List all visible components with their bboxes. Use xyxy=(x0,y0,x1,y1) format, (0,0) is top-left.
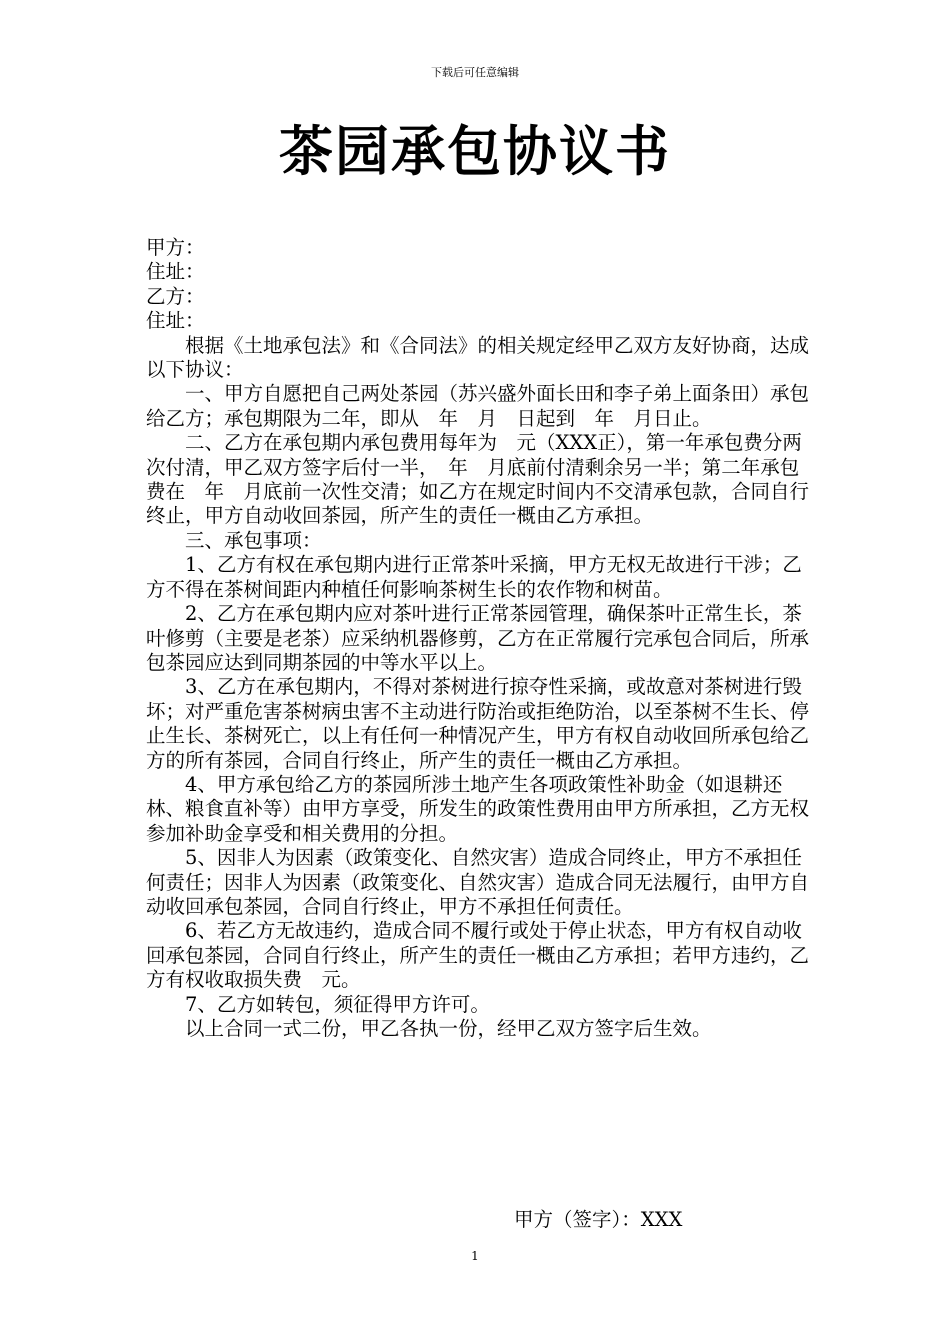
item-4-paragraph: 4、甲方承包给乙方的茶园所涉土地产生各项政策性补助金（如退耕还林、粮食直补等）由甲方享受，所发生的政策性费用由甲方所承担，乙方无权参加补助金享受和相关费用的分担。 xyxy=(146,772,810,845)
address-a-line: 住址： xyxy=(146,260,205,284)
preamble-paragraph: 根据《土地承包法》和《合同法》的相关规定经甲乙双方友好协商，达成以下协议： xyxy=(146,333,810,382)
party-a-line: 甲方： xyxy=(146,236,205,259)
header-note: 下载后可任意编辑 xyxy=(431,66,519,79)
document-body xyxy=(146,236,814,1041)
clause-3-heading: 三、承包事项： xyxy=(185,528,322,552)
item-3-paragraph: 3、乙方在承包期内，不得对茶树进行掠夺性采摘，或故意对茶树进行毁坏；对严重危害茶树病虫害不主动进行防治或拒绝防治，以至茶树不生长、停止生长、茶树死亡，以上有任何一种情况产生，甲方有权自动收回所承包给乙方的所有茶园，合同自行终止，所产生的责任一概由乙方承担。 xyxy=(146,675,810,772)
clause-2-paragraph: 二、乙方在承包期内承包费用每年为 元（XXX正），第一年承包费分两次付清，甲乙双方签字后付一半， 年 月底前付清剩余另一半；第二年承包费在 年 月底前一次性交清；如乙方在规定时间内不交清承包款，合同自行终止，甲方自动收回茶园，所产生的责任一概由乙方承担。 xyxy=(146,431,810,528)
document-title: 茶园承包协议书 xyxy=(279,119,671,183)
signature-line: 甲方（签字）：XXX xyxy=(514,1208,683,1231)
clause-1-paragraph: 一、甲方自愿把自己两处茶园（苏兴盛外面长田和李子弟上面条田）承包给乙方；承包期限为二年，即从 年 月 日起到 年 月日止。 xyxy=(146,382,810,430)
item-5-paragraph: 5、因非人为因素（政策变化、自然灾害）造成合同终止，甲方不承担任何责任；因非人为因素（政策变化、自然灾害）造成合同无法履行，由甲方自动收回承包茶园，合同自行终止，甲方不承担任何责任。 xyxy=(146,846,810,918)
address-b-line: 住址： xyxy=(146,309,205,333)
item-7-paragraph: 7、乙方如转包，须征得甲方许可。 xyxy=(185,992,490,1016)
page-number: 1 xyxy=(471,1249,479,1263)
item-1-paragraph: 1、乙方有权在承包期内进行正常茶叶采摘，甲方无权无故进行干涉；乙方不得在茶树间距内种植任何影响茶树生长的农作物和树苗。 xyxy=(146,553,802,601)
item-6-paragraph: 6、若乙方无故违约，造成合同不履行或处于停止状态，甲方有权自动收回承包茶园，合同自行终止，所产生的责任一概由乙方承担；若甲方违约，乙方有权收取损失费 元。 xyxy=(146,919,810,992)
item-2-paragraph: 2、乙方在承包期内应对茶叶进行正常茶园管理，确保茶叶正常生长，茶叶修剪（主要是老茶）应采纳机器修剪，乙方在正常履行完承包合同后，所承包茶园应达到同期茶园的中等水平以上。 xyxy=(146,602,810,674)
party-b-line: 乙方： xyxy=(146,284,205,308)
closing-paragraph: 以上合同一式二份，甲乙各执一份，经甲乙双方签字后生效。 xyxy=(185,1017,712,1040)
